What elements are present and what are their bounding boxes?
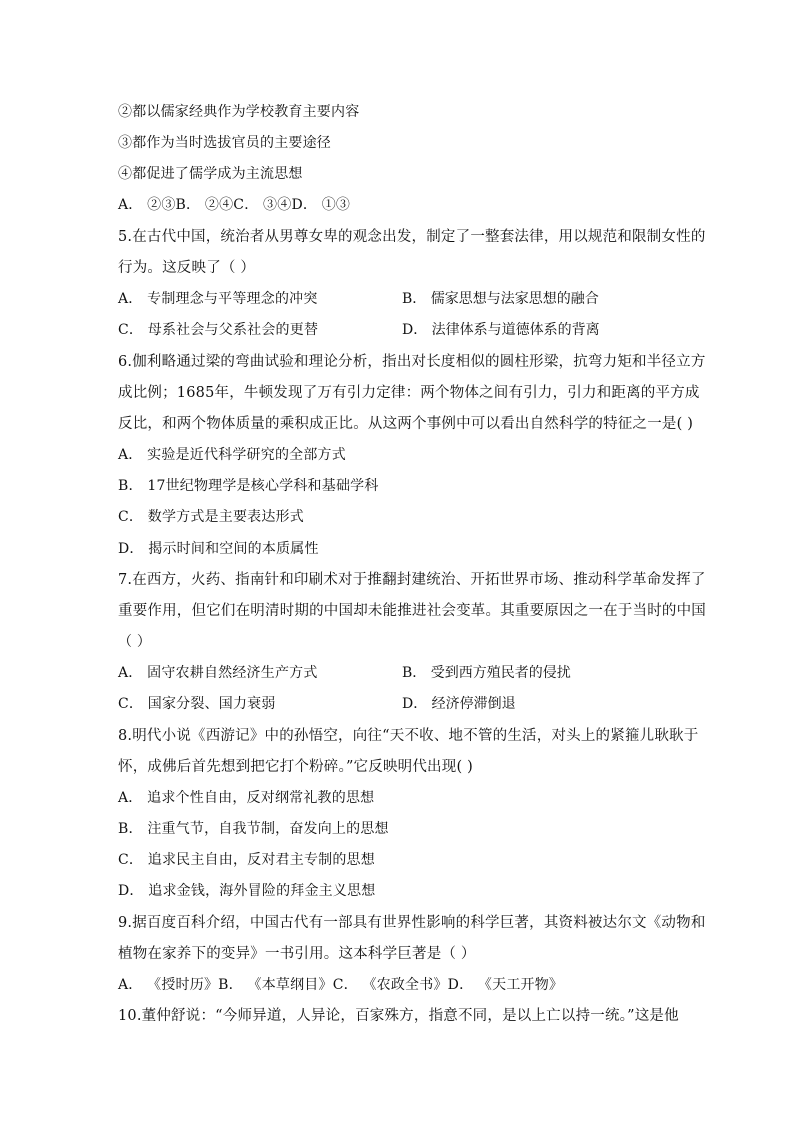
q5-stem-line1: 5.在古代中国，统治者从男尊女卑的观念出发，制定了一整套法律，用以规范和限制女性的 xyxy=(118,229,706,245)
q5-option-d: D． 法律体系与道德体系的背离 xyxy=(402,322,600,338)
q8-option-b: B． 注重气节，自我节制，奋发向上的思想 xyxy=(118,821,389,837)
q7-stem-line1: 7.在西方，火药、指南针和印刷术对于推翻封建统治、开拓世界市场、推动科学革命发挥了 xyxy=(118,572,706,588)
option-line-3: ③都作为当时选拔官员的主要途径 xyxy=(118,135,331,151)
q5-option-b: B． 儒家思想与法家思想的融合 xyxy=(402,291,599,307)
q8-option-d: D． 追求金钱，海外冒险的拜金主义思想 xyxy=(118,883,376,899)
q9-stem-line2: 植物在家养下的变异》一书引用。这本科学巨著是（ ） xyxy=(118,946,476,962)
q7-stem-line3: （ ） xyxy=(118,634,152,650)
q8-option-a: A． 追求个性自由，反对纲常礼教的思想 xyxy=(118,790,375,806)
q6-option-a: A． 实验是近代科学研究的全部方式 xyxy=(118,447,346,463)
q5-stem-line2: 行为。这反映了（ ） xyxy=(118,260,256,276)
q6-stem-line1: 6.伽利略通过梁的弯曲试验和理论分析，指出对长度相似的圆柱形梁，抗弯力矩和半径立方 xyxy=(118,354,706,370)
q7-option-d: D． 经济停滞倒退 xyxy=(402,696,516,712)
q6-option-b: B． 17世纪物理学是核心学科和基础学科 xyxy=(118,478,379,494)
q6-stem-line3: 反比，和两个物体质量的乘积成正比。从这两个事例中可以看出自然科学的特征之一是( ) xyxy=(118,416,694,432)
q6-option-d: D． 揭示时间和空间的本质属性 xyxy=(118,541,319,557)
option-line-4: ④都促进了儒学成为主流思想 xyxy=(118,166,303,182)
q6-stem-line2: 成比例；1685年，牛顿发现了万有引力定律：两个物体之间有引力，引力和距离的平方成 xyxy=(118,385,700,401)
q8-stem-line1: 8.明代小说《西游记》中的孙悟空，向往“天不收、地不管的生活，对头上的紧箍儿耿耿于 xyxy=(118,728,699,744)
q7-option-c: C． 国家分裂、国力衰弱 xyxy=(118,696,276,712)
q8-option-c: C． 追求民主自由，反对君主专制的思想 xyxy=(118,852,375,868)
option-line-2: ②都以儒家经典作为学校教育主要内容 xyxy=(118,104,360,120)
q9-stem-line1: 9.据百度百科介绍，中国古代有一部具有世界性影响的科学巨著，其资料被达尔文《动物和 xyxy=(118,915,706,931)
q7-option-b: B． 受到西方殖民者的侵扰 xyxy=(402,665,571,681)
q5-option-c: C． 母系社会与父系社会的更替 xyxy=(118,322,319,338)
q5-option-a: A． 专制理念与平等理念的冲突 xyxy=(118,291,318,307)
q4-answers: A． ②③B． ②④C． ③④D． ①③ xyxy=(118,197,351,213)
q10-stem-line1: 10.董仲舒说：“今师异道，人异论，百家殊方，指意不同，是以上亡以持一统。”这是他 xyxy=(118,1008,679,1024)
q8-stem-line2: 怀，成佛后首先想到把它打个粉碎。”它反映明代出现( ) xyxy=(118,759,473,775)
q6-option-c: C． 数学方式是主要表达形式 xyxy=(118,509,304,525)
q7-option-a: A． 固守农耕自然经济生产方式 xyxy=(118,665,318,681)
q7-stem-line2: 重要作用，但它们在明清时期的中国却未能推进社会变革。其重要原因之一在于当时的中国 xyxy=(118,603,706,619)
q9-options: A． 《授时历》B． 《本草纲目》C． 《农政全书》D． 《天工开物》 xyxy=(118,977,564,993)
